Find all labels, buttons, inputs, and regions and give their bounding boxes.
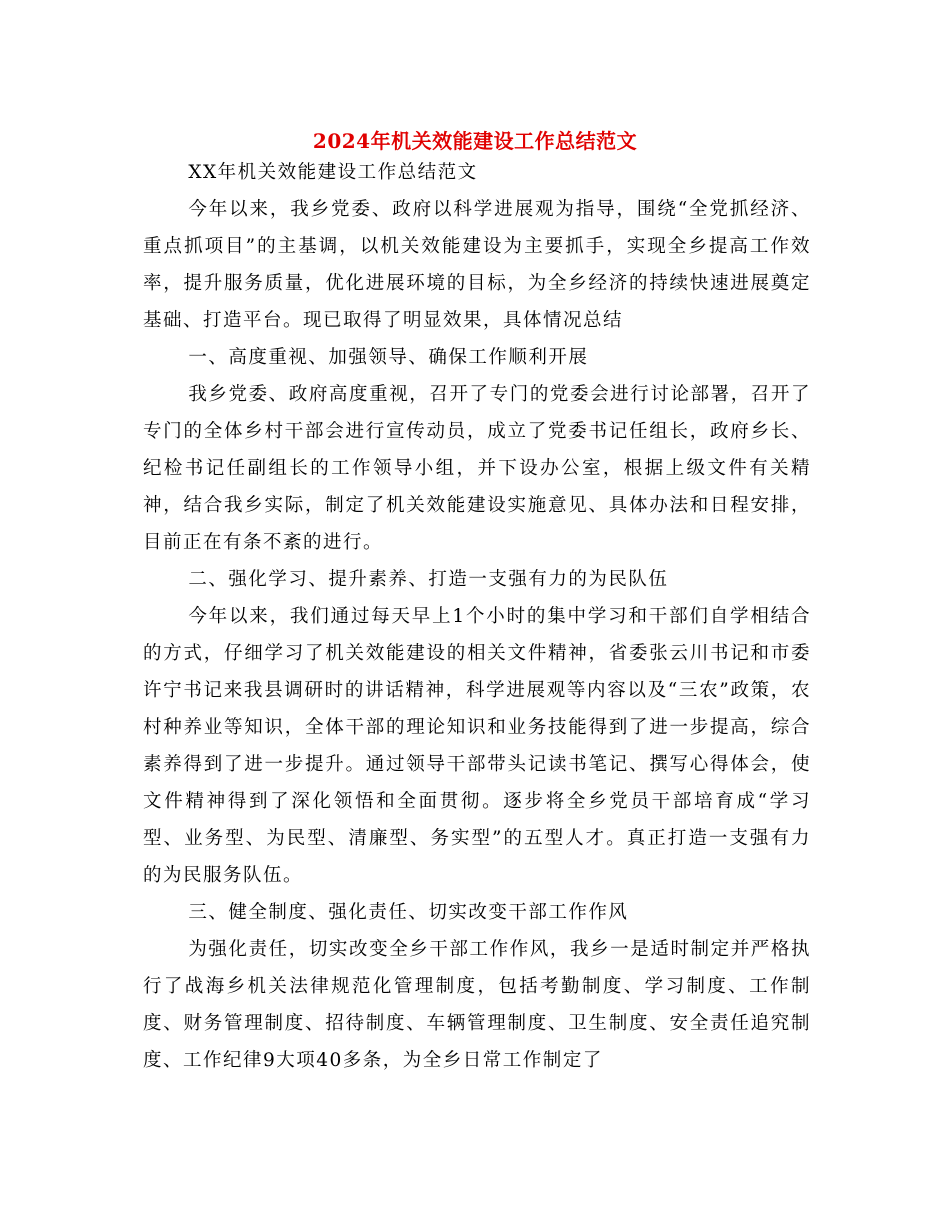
document-body	[143, 154, 811, 1079]
body-paragraph: XX年机关效能建设工作总结范文	[188, 162, 478, 183]
section-heading: 一、高度重视、加强领导、确保工作顺利开展	[188, 347, 589, 368]
section-heading: 三、健全制度、强化责任、切实改变干部工作作风	[188, 902, 629, 923]
document-title: 2024年机关效能建设工作总结范文	[312, 129, 638, 154]
section-heading: 二、强化学习、提升素养、打造一支强有力的为民队伍	[188, 569, 669, 590]
body-paragraph: 我乡党委、政府高度重视，召开了专门的党委会进行讨论部署，召开了专门的全体乡村干部会进行宣传动员，成立了党委书记任组长，政府乡长、纪检书记任副组长的工作领导小组，并下设办公室，根据上级文件有关精神，结合我乡实际，制定了机关效能建设实施意见、具体办法和日程安排，目前正在有条不紊的进行。	[143, 384, 811, 553]
body-paragraph: 今年以来，我乡党委、政府以科学进展观为指导，围绕“全党抓经济、重点抓项目”的主基调，以机关效能建设为主要抓手，实现全乡提高工作效率，提升服务质量，优化进展环境的目标，为全乡经济的持续快速进展奠定基础、打造平台。现已取得了明显效果，具体情况总结	[143, 199, 811, 331]
body-paragraph: 今年以来，我们通过每天早上1个小时的集中学习和干部们自学相结合的方式，仔细学习了机关效能建设的相关文件精神，省委张云川书记和市委许宁书记来我县调研时的讲话精神，科学进展观等内容以及“三农”政策，农村种养业等知识，全体干部的理论知识和业务技能得到了进一步提高，综合素养得到了进一步提升。通过领导干部带头记读书笔记、撰写心得体会，使文件精神得到了深化领悟和全面贯彻。逐步将全乡党员干部培育成“学习型、业务型、为民型、清廉型、务实型”的五型人才。真正打造一支强有力的为民服务队伍。	[143, 606, 811, 886]
body-paragraph: 为强化责任，切实改变全乡干部工作作风，我乡一是适时制定并严格执行了战海乡机关法律规范化管理制度，包括考勤制度、学习制度、工作制度、财务管理制度、招待制度、车辆管理制度、卫生制度、安全责任追究制度、工作纪律9大项40多条，为全乡日常工作制定了	[143, 939, 811, 1071]
